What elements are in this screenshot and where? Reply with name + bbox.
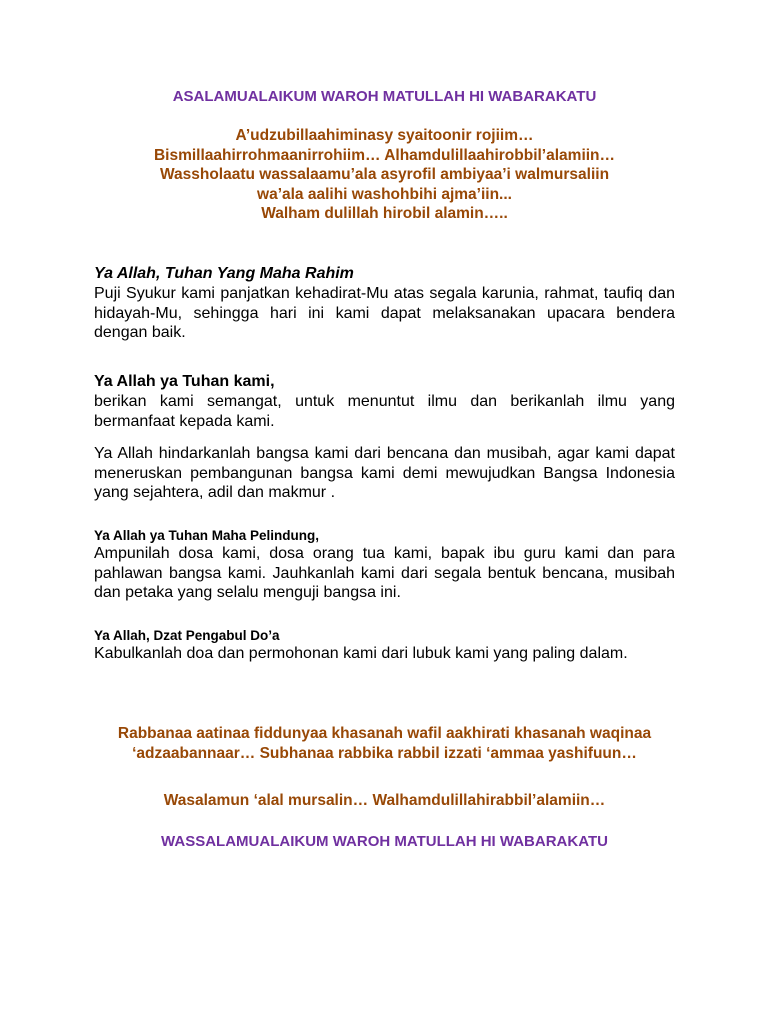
opening-line: Walham dulillah hirobil alamin….. <box>261 205 508 222</box>
section-paragraph: Puji Syukur kami panjatkan kehadirat-Mu atas segala karunia, rahmat, taufiq dan hidayah-Mu, sehingga hari ini kami dapat melaksanakan upacara bendera dengan baik. <box>94 285 675 341</box>
section-paragraph: Ya Allah hindarkanlah bangsa kami dari bencana dan musibah, agar kami dapat meneruskan pembangunan bangsa kami demi mewujudkan Bangsa Indonesia yang sejahtera, adil dan makmur . <box>94 445 675 501</box>
opening-line: Bismillaahirrohmaanirrohiim… Alhamdulillaahirobbil’alamiin… <box>153 146 616 164</box>
section-hindarkan <box>94 444 675 503</box>
section-paragraph: Kabulkanlah doa dan permohonan kami dari lubuk kami yang paling dalam. <box>94 645 628 662</box>
section-tuhan-kami <box>94 372 675 431</box>
opening-line: A’udzubillaahiminasy syaitoonir rojiim… <box>235 127 534 144</box>
opening-line: Wassholaatu wassalaamu’ala asyrofil ambiyaa’i walmursaliin <box>159 166 610 183</box>
opening-line: wa’ala aalihi washohbihi ajma’iin... <box>257 185 512 203</box>
closing-wasalamun: Wasalamun ‘alal mursalin… Walhamdulillahirabbil’alamiin… <box>163 792 606 809</box>
section-paragraph: Ampunilah dosa kami, dosa orang tua kami, bapak ibu guru kami dan para pahlawan bangsa kami. Jauhkanlah kami dari segala bentuk bencana, musibah dan petaka yang selalu menguji bangsa ini. <box>94 545 675 601</box>
section-heading: Ya Allah ya Tuhan kami, <box>94 373 275 390</box>
section-heading: Ya Allah, Tuhan Yang Maha Rahim <box>94 265 354 282</box>
section-heading: Ya Allah ya Tuhan Maha Pelindung, <box>94 528 320 543</box>
closing-salam: WASSALAMUALAIKUM WAROH MATULLAH HI WABARAKATU <box>161 833 608 850</box>
section-paragraph: berikan kami semangat, untuk menuntut ilmu dan berikanlah ilmu yang bermanfaat kepada kami. <box>94 393 675 430</box>
section-pelindung <box>94 527 675 603</box>
section-pengabul-doa <box>94 627 675 664</box>
section-heading: Ya Allah, Dzat Pengabul Do’a <box>94 628 280 643</box>
opening-prayer <box>94 126 675 224</box>
closing-rabbanaa: Rabbanaa aatinaa fiddunyaa khasanah wafil aakhirati khasanah waqinaa ‘adzaabannaar… Subhanaa rabbika rabbil izzati ‘ammaa yashifuun… <box>117 725 652 762</box>
opening-salam: ASALAMUALAIKUM WAROH MATULLAH HI WABARAKATU <box>172 88 597 105</box>
section-rahim <box>94 264 675 343</box>
